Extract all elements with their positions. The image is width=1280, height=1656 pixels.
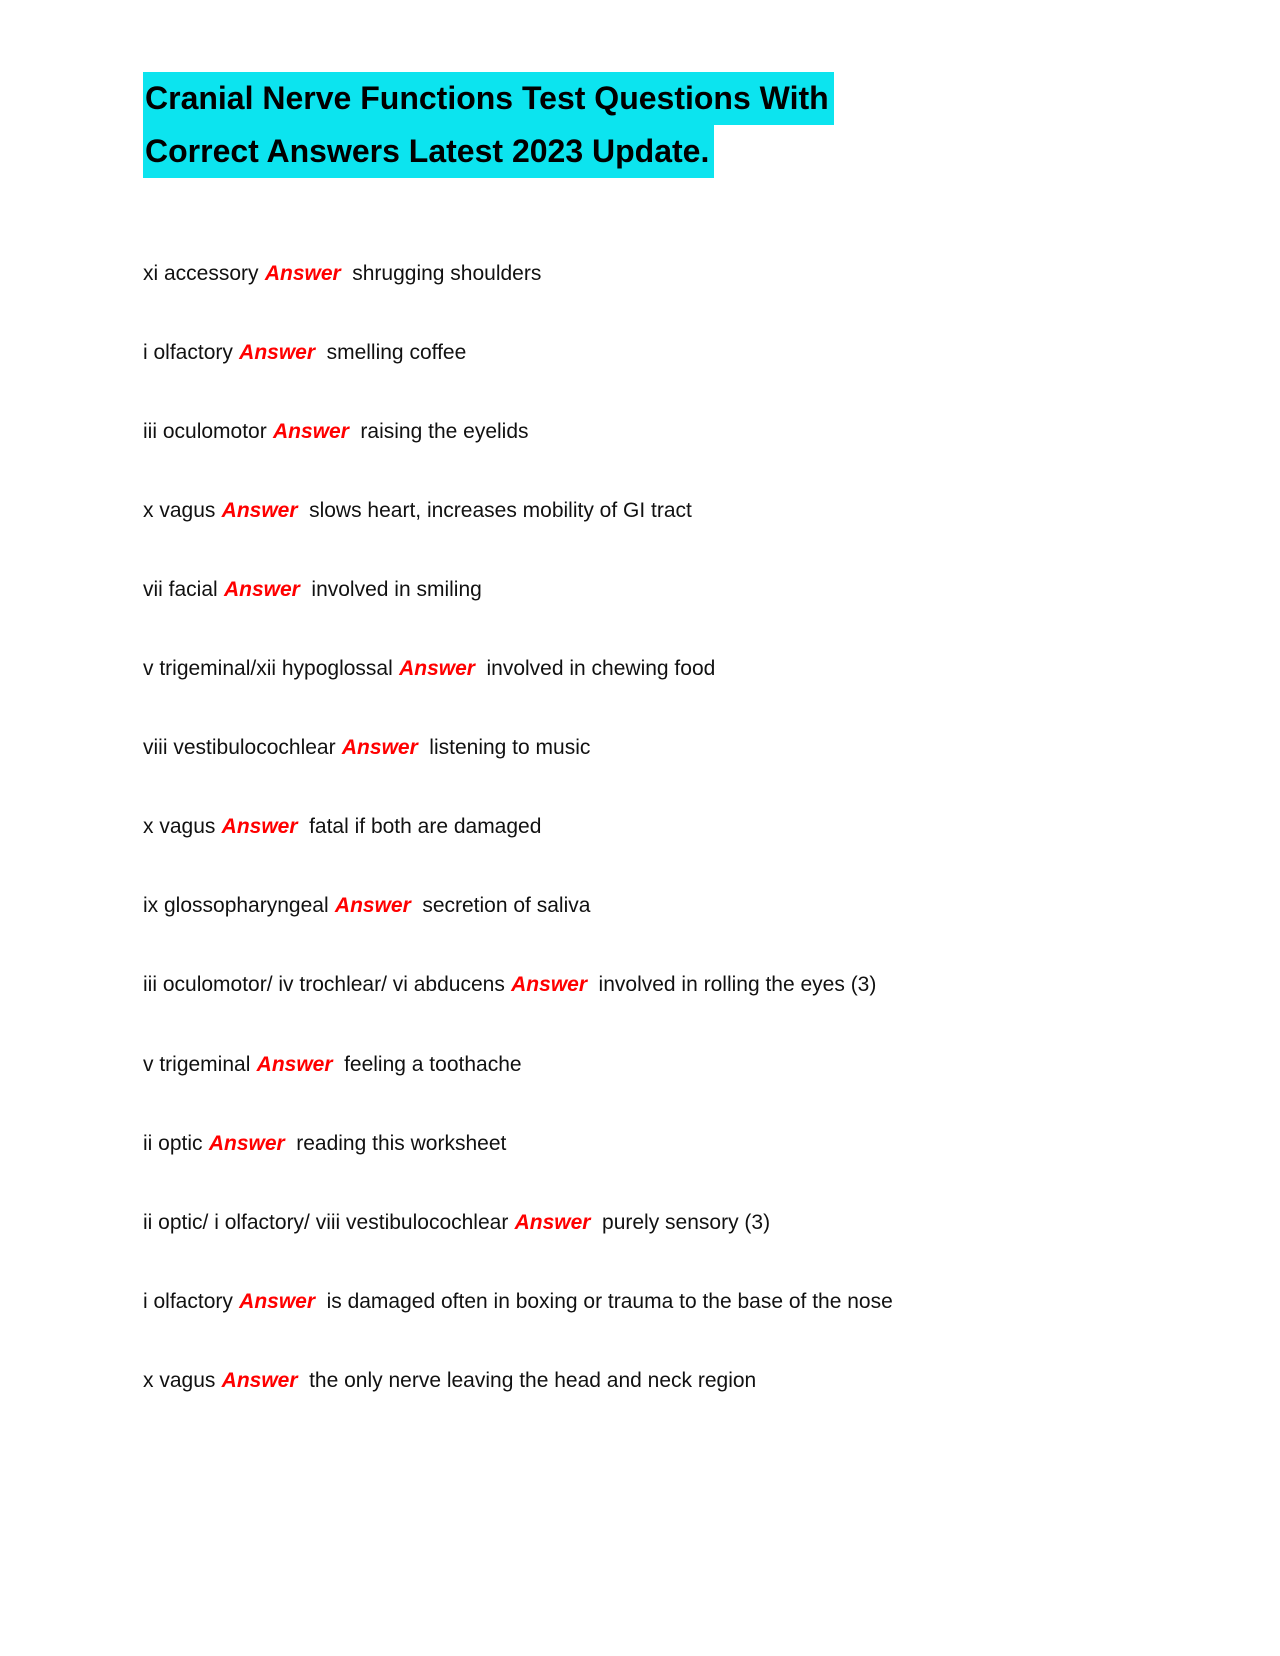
answer-label: Answer bbox=[208, 1131, 285, 1155]
answer-label: Answer bbox=[341, 736, 418, 760]
question-text: iii oculomotor/ iv trochlear/ vi abducens bbox=[143, 973, 505, 997]
answer-label: Answer bbox=[221, 1368, 298, 1392]
qa-item bbox=[143, 499, 1210, 522]
question-text: ii optic bbox=[143, 1131, 203, 1155]
answer-text: listening to music bbox=[429, 736, 591, 760]
answer-label: Answer bbox=[514, 1210, 591, 1234]
question-text: ix glossopharyngeal bbox=[143, 894, 329, 918]
answer-label: Answer bbox=[224, 577, 300, 601]
question-text: i olfactory bbox=[143, 340, 233, 364]
answer-text: involved in chewing food bbox=[486, 657, 716, 681]
answer-text: purely sensory (3) bbox=[602, 1210, 771, 1234]
qa-item bbox=[143, 1290, 1210, 1313]
question-text: x vagus bbox=[143, 1368, 216, 1392]
qa-item bbox=[143, 736, 1210, 759]
qa-item bbox=[143, 1211, 1210, 1234]
qa-item bbox=[143, 262, 1210, 285]
qa-item bbox=[143, 1132, 1210, 1155]
question-text: ii optic/ i olfactory/ viii vestibulocochlear bbox=[143, 1210, 509, 1234]
answer-label: Answer bbox=[221, 498, 298, 522]
answer-label: Answer bbox=[256, 1052, 333, 1076]
question-text: v trigeminal bbox=[143, 1052, 251, 1076]
answer-text: raising the eyelids bbox=[360, 419, 529, 443]
qa-item bbox=[143, 578, 1210, 601]
qa-item bbox=[143, 657, 1210, 680]
answer-label: Answer bbox=[334, 894, 411, 918]
answer-text: involved in smiling bbox=[311, 577, 482, 601]
answer-text: feeling a toothache bbox=[344, 1052, 522, 1076]
question-text: v trigeminal/xii hypoglossal bbox=[143, 657, 393, 681]
answer-text: fatal if both are damaged bbox=[309, 815, 542, 839]
answer-label: Answer bbox=[264, 261, 341, 285]
answer-label: Answer bbox=[221, 815, 298, 839]
qa-item bbox=[143, 973, 1210, 996]
answer-label: Answer bbox=[273, 419, 349, 443]
answer-label: Answer bbox=[239, 1289, 316, 1313]
qa-item bbox=[143, 894, 1210, 917]
answer-text: reading this worksheet bbox=[296, 1131, 507, 1155]
qa-item bbox=[143, 341, 1210, 364]
answer-label: Answer bbox=[239, 340, 316, 364]
answer-text: secretion of saliva bbox=[422, 894, 591, 918]
answer-text: shrugging shoulders bbox=[352, 261, 542, 285]
answer-text: slows heart, increases mobility of GI tract bbox=[309, 498, 692, 522]
qa-item bbox=[143, 815, 1210, 838]
answer-label: Answer bbox=[399, 657, 475, 681]
title-line-1: Cranial Nerve Functions Test Questions With bbox=[143, 72, 834, 125]
qa-item bbox=[143, 1369, 1210, 1392]
qa-item bbox=[143, 1053, 1210, 1076]
question-text: viii vestibulocochlear bbox=[143, 736, 336, 760]
question-text: iii oculomotor bbox=[143, 419, 267, 443]
qa-item bbox=[143, 420, 1210, 443]
answer-text: the only nerve leaving the head and neck region bbox=[309, 1368, 757, 1392]
question-text: xi accessory bbox=[143, 261, 259, 285]
answer-label: Answer bbox=[511, 973, 587, 997]
question-text: vii facial bbox=[143, 577, 218, 601]
answer-text: is damaged often in boxing or trauma to the base of the nose bbox=[326, 1289, 893, 1313]
answer-text: smelling coffee bbox=[326, 340, 467, 364]
answer-text: involved in rolling the eyes (3) bbox=[598, 973, 877, 997]
title-line-2: Correct Answers Latest 2023 Update. bbox=[143, 125, 714, 178]
question-text: x vagus bbox=[143, 498, 216, 522]
question-text: x vagus bbox=[143, 815, 216, 839]
document-title bbox=[143, 72, 1210, 178]
question-text: i olfactory bbox=[143, 1289, 233, 1313]
